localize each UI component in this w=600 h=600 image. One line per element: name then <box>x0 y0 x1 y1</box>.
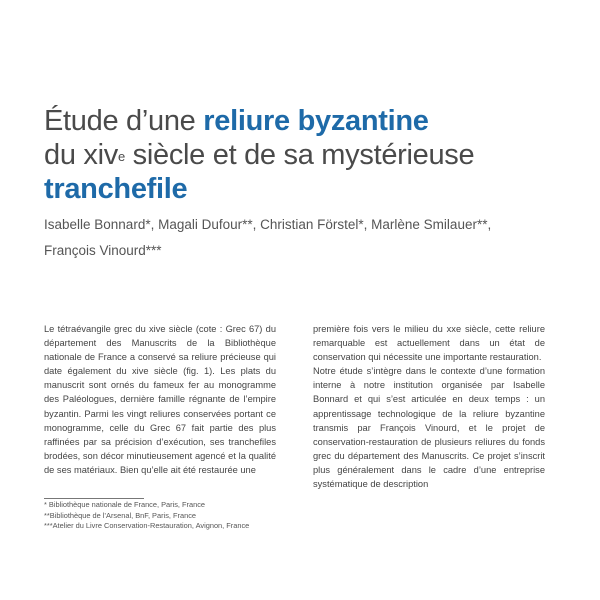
footnote: **Bibliothèque de l’Arsenal, BnF, Paris, France <box>44 510 196 520</box>
body-paragraph: Le tétraévangile grec du xive siècle (cote : Grec 67) du département des Manuscrits de la Bibliothèque nationale de France a conservé sa reliure précieuse qui date également du xive siècle (fig. 1). Les plats du manuscrit sont ornés du fameux fer au monogramme des Paléologues, dernière famille régnante de l’empire byzantin. Parmi les vingt reliures conservées portant ce monogramme, celle du Grec 67 fait partie des plus raffinées par sa précision d’exécution, ses tranchefiles brodées, son décor minutieusement agencé et la qualité de ses matériaux. Bien qu’elle ait été restaurée une <box>44 324 276 475</box>
body-column-right <box>313 322 545 491</box>
author-line-1: Isabelle Bonnard*, Magali Dufour**, Christian Förstel*, Marlène Smilauer**, <box>44 217 492 232</box>
title-highlight-tranchefile: tranchefile <box>44 173 188 205</box>
title-line-2: du xiv$^e$ siècle et de sa mystérieuse <box>44 139 475 171</box>
title-line-1: Étude d’une reliure byzantine <box>44 105 429 137</box>
title-century: xiv <box>83 139 118 171</box>
footnote: * Bibliothèque nationale de France, Paris, France <box>44 500 206 509</box>
footnote: ***Atelier du Livre Conservation-Restauration, Avignon, France <box>44 521 250 531</box>
title-highlight-reliure: reliure byzantine <box>203 105 429 137</box>
footnote-divider <box>44 498 144 499</box>
body-paragraph: première fois vers le milieu du xxe siècle, cette reliure remarquable est actuellement dans un état de conservation qui nécessite une importante restauration. <box>313 324 545 363</box>
author-list <box>44 212 564 264</box>
body-column-left <box>44 322 276 477</box>
body-paragraph: Notre étude s’intègre dans le contexte d’une formation interne à notre institution organisée par Isabelle Bonnard et qui s’est articulée en deux temps : un apprentissage technologique de la reliure byzantine transmis par François Vinourd, et le projet de conservation-restauration de plusieurs reliures du fonds grec du département des Manuscrits. Ce projet s’inscrit plus généralement dans le cadre d’une entreprise systématique de description <box>313 366 545 490</box>
article-title <box>44 104 574 206</box>
author-line-2: François Vinourd*** <box>44 243 162 258</box>
footnotes <box>44 500 344 532</box>
title-century-superscript: e <box>117 149 125 164</box>
